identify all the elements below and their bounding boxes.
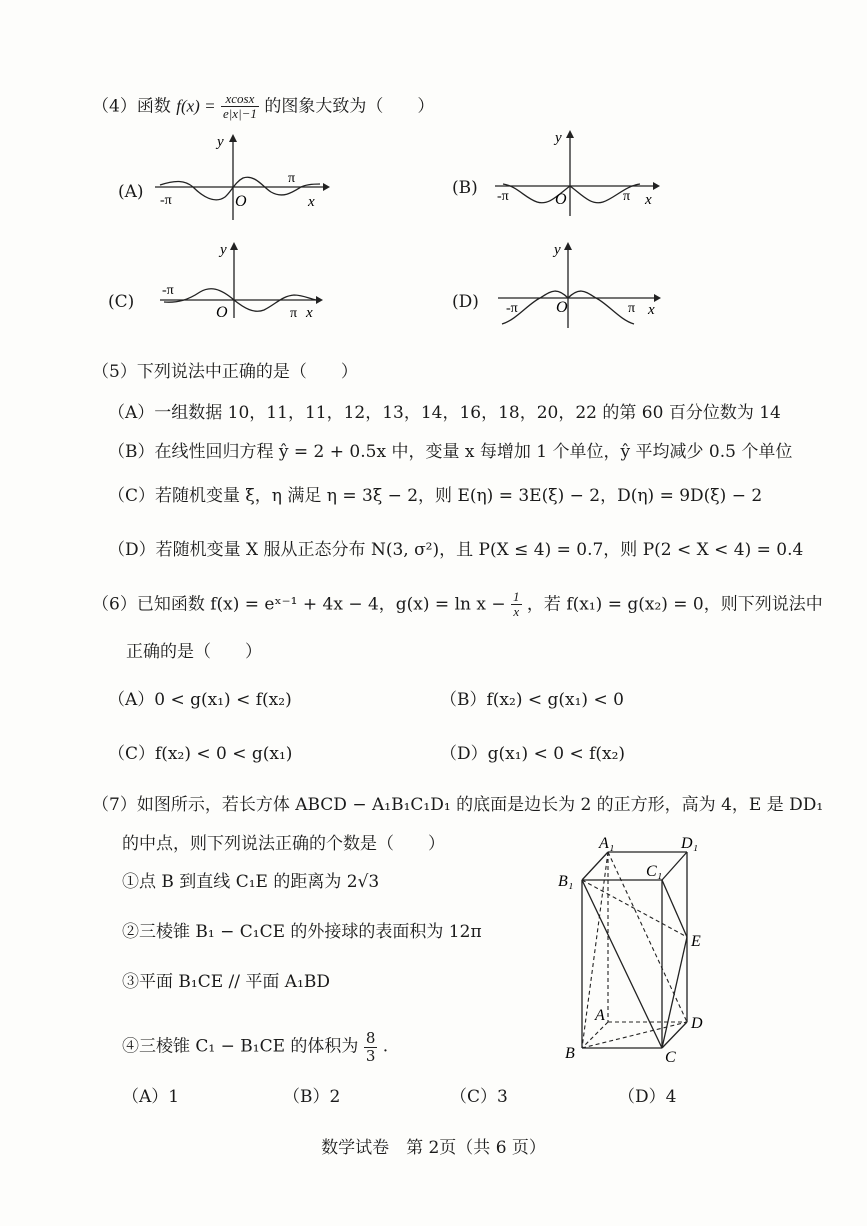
graph-c-x-label: x [306, 305, 313, 320]
q7-item-3: ③平面 B₁CE // 平面 A₁BD [122, 972, 331, 992]
graph-a-neg-pi: -π [160, 193, 172, 208]
graph-a-x-label: x [308, 194, 315, 210]
edge-a-b [582, 1022, 608, 1048]
graph-c-label: (C) [108, 292, 135, 312]
q5-option-c: （C）若随机变量 ξ，η 满足 η = 3ξ − 2，则 E(η) = 3E(ξ) − 2，D(η) = 9D(ξ) − 2 [108, 486, 763, 506]
graph-b-y-label: y [555, 130, 562, 146]
q6-frac-den: x [513, 604, 520, 620]
q5-option-d: （D）若随机变量 X 服从正态分布 N(3, σ²)，且 P(X ≤ 4) = 0.7，则 P(2 < X < 4) = 0.4 [108, 540, 804, 560]
q7-choice-a: （A）1 [122, 1087, 180, 1107]
graph-b-x-arrow [653, 182, 660, 190]
label-b: B [565, 1045, 575, 1062]
q5-stem: （5）下列说法中正确的是（ ） [92, 362, 358, 382]
graph-b-y-arrow [566, 130, 574, 138]
q4-func-lhs: f(x) = [176, 96, 216, 116]
segment-b-d [582, 1022, 687, 1048]
q6-stem-a: （6）已知函数 f(x) = eˣ⁻¹ + 4x − 4，g(x) = ln x − [92, 594, 506, 615]
q7-item-4-den: 3 [365, 1046, 376, 1065]
q7-item-4-pre: ④三棱锥 C₁ − B₁CE 的体积为 [122, 1036, 359, 1057]
label-c1: C₁ [646, 863, 663, 880]
q7-item-4-fraction [364, 1030, 378, 1064]
label-d: D [691, 1015, 703, 1032]
graph-d-label: (D) [452, 292, 479, 312]
graph-b-pos-pi: π [623, 189, 631, 204]
graph-a-y-label: y [217, 134, 224, 150]
edge-c-d [662, 1022, 687, 1048]
graph-d [498, 240, 668, 330]
segment-c-e [662, 937, 687, 1048]
q4-stem [92, 92, 434, 122]
page-footer: 数学试卷 第 2页（共 6 页） [321, 1138, 546, 1158]
segment-b1-c [582, 880, 662, 1048]
label-b1: B₁ [558, 873, 574, 890]
label-a1: A₁ [599, 835, 615, 852]
label-a: A [595, 1007, 605, 1024]
graph-b-curve [503, 184, 640, 203]
q5-option-a: （A）一组数据 10，11，11，12，13，14，16，18，20，22 的第 60 百分位数为 14 [108, 403, 781, 423]
q6-stem-b: ，若 f(x₁) = g(x₂) = 0，则下列说法中 [526, 594, 823, 615]
graph-d-y-label: y [554, 242, 561, 258]
q4-stem-pre: （4）函数 [92, 96, 171, 117]
graph-b-x-label: x [645, 192, 652, 208]
graph-b-label: (B) [452, 178, 478, 198]
graph-a-y-arrow [229, 134, 237, 142]
graph-d-y-arrow [564, 242, 572, 250]
q6-option-a: （A）0 < g(x₁) < f(x₂) [108, 690, 292, 710]
segment-c1-e [662, 880, 687, 937]
q7-stem-line1: （7）如图所示，若长方体 ABCD − A₁B₁C₁D₁ 的底面是边长为 2 的正方形，高为 4，E 是 DD₁ [92, 795, 824, 815]
graph-a-x-arrow [323, 183, 330, 191]
q4-frac-num: xcosx [221, 92, 259, 107]
q7-item-1: ①点 B 到直线 C₁E 的距离为 2√3 [122, 872, 380, 892]
q5-option-b: （B）在线性回归方程 ŷ = 2 + 0.5x 中，变量 x 每增加 1 个单位，ŷ 平均减少 0.5 个单位 [108, 442, 793, 462]
q4-stem-post: 的图象大致为（ ） [264, 96, 435, 117]
graph-b-neg-pi: -π [497, 189, 509, 204]
q6-option-d: （D）g(x₁) < 0 < f(x₂) [440, 744, 626, 764]
graph-a-pos-pi: π [288, 171, 296, 186]
label-c: C [665, 1049, 676, 1066]
q4-fraction [221, 92, 259, 122]
edge-c1-d1 [662, 852, 687, 880]
graph-c-y-arrow [230, 242, 238, 250]
graph-d-x-label: x [648, 302, 655, 318]
graph-a-label: (A) [118, 182, 144, 202]
edge-a1-b1 [582, 852, 608, 880]
q7-cuboid-figure [555, 830, 715, 1066]
graph-b-origin: O [555, 191, 567, 208]
q6-fraction [511, 590, 522, 620]
q6-stem [92, 590, 823, 620]
q6-option-c: （C）f(x₂) < 0 < g(x₁) [108, 744, 293, 764]
graph-d-origin: O [556, 299, 568, 316]
q4-frac-den: e|x|−1 [222, 106, 257, 122]
graph-c-y-label: y [220, 242, 227, 258]
graph-d-x-arrow [654, 294, 661, 302]
graph-a-origin: O [235, 193, 247, 210]
q7-item-4-post: . [382, 1036, 389, 1057]
label-d1: D₁ [681, 835, 699, 852]
graph-d-pos-pi: π [628, 301, 636, 316]
graph-a [155, 132, 330, 222]
q7-choice-b: （B）2 [283, 1087, 341, 1107]
q7-choice-c: （C）3 [450, 1087, 508, 1107]
graph-c-neg-pi: -π [162, 283, 174, 298]
graph-c-origin: O [216, 304, 228, 320]
q6-stem-line2: 正确的是（ ） [126, 642, 262, 662]
q7-stem-line2: 的中点，则下列说法正确的个数是（ ） [122, 834, 445, 854]
graph-b [495, 128, 665, 218]
graph-c-pos-pi: π [290, 306, 298, 320]
graph-c [160, 240, 330, 320]
q7-item-4 [122, 1030, 388, 1064]
q6-option-b: （B）f(x₂) < g(x₁) < 0 [440, 690, 624, 710]
label-e: E [691, 933, 701, 950]
q7-item-4-num: 8 [365, 1029, 376, 1047]
q6-frac-num: 1 [513, 589, 520, 604]
q7-item-2: ②三棱锥 B₁ − C₁CE 的外接球的表面积为 12π [122, 922, 482, 942]
graph-d-neg-pi: -π [506, 301, 518, 316]
graph-c-x-arrow [316, 296, 323, 304]
q7-choice-d: （D）4 [618, 1087, 677, 1107]
